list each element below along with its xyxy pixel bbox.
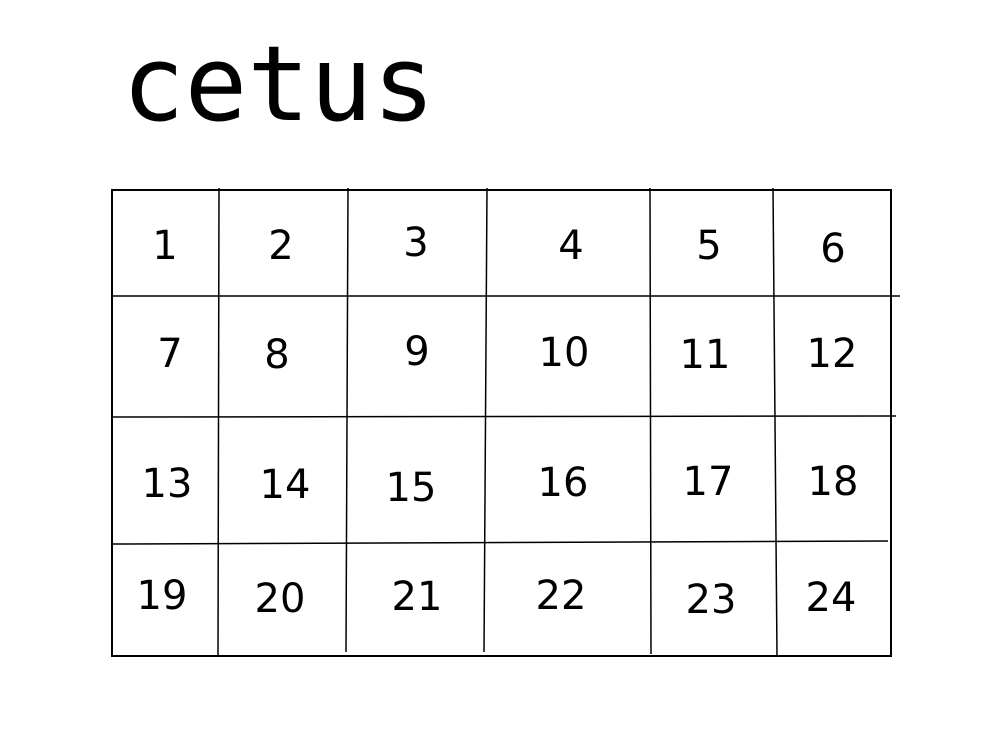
grid-row-divider [112, 541, 888, 544]
grid-column-divider [484, 188, 487, 652]
grid-cell: 22 [535, 573, 587, 619]
grid-cell: 20 [254, 576, 306, 622]
grid-cell: 8 [264, 332, 290, 378]
grid-cell: 2 [268, 223, 294, 269]
grid-column-divider [650, 188, 651, 654]
grid-cell: 16 [537, 460, 589, 506]
grid-cell: 7 [157, 331, 183, 377]
grid-cell: 23 [685, 577, 737, 623]
grid-column-divider [346, 188, 348, 652]
page-title: cetus [122, 23, 436, 145]
grid-cell: 5 [696, 223, 722, 269]
grid-row-divider [112, 416, 896, 417]
grid-cell: 6 [820, 226, 846, 272]
grid-cell: 9 [404, 329, 430, 375]
grid-column-divider [773, 188, 777, 656]
grid-cell: 21 [391, 574, 443, 620]
grid-cell: 18 [807, 459, 859, 505]
grid-cell: 17 [682, 459, 734, 505]
grid-cell: 4 [558, 223, 584, 269]
grid-cell: 14 [259, 462, 311, 508]
grid-cell: 1 [152, 223, 178, 269]
grid-cell: 10 [538, 330, 590, 376]
grid-cell: 13 [141, 461, 193, 507]
grid-cell: 11 [679, 332, 731, 378]
grid-cell: 12 [806, 331, 858, 377]
grid-column-divider [218, 188, 219, 656]
grid-cell: 24 [805, 575, 857, 621]
grid-cell: 19 [136, 573, 188, 619]
grid-cell: 3 [403, 220, 429, 266]
grid-cell: 15 [385, 465, 437, 511]
